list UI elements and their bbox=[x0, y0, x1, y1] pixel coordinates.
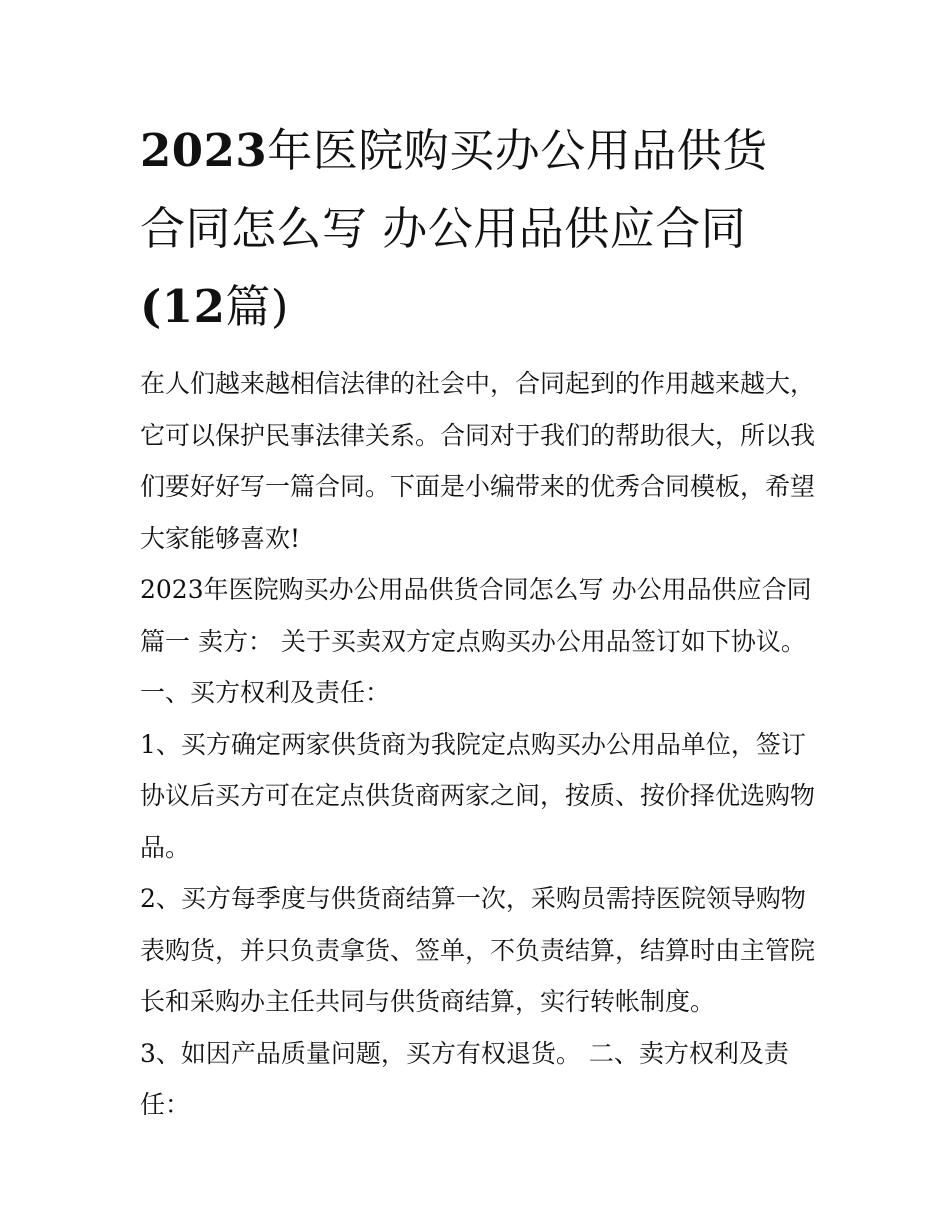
title-line-3-text: 篇) bbox=[225, 280, 289, 333]
clause-3: 3、如因产品质量问题，买方有权退货。 二、卖方权利及责任： bbox=[140, 1038, 789, 1119]
document-body bbox=[140, 358, 820, 1131]
document-title bbox=[140, 112, 820, 346]
section-buyer-heading: 一、买方权利及责任： bbox=[140, 678, 391, 707]
title-line-2: 合同怎么写 办公用品供应合同 bbox=[140, 202, 747, 255]
title-line-1-text: 年医院购买办公用品供货 bbox=[267, 124, 768, 177]
title-line-3 bbox=[140, 268, 820, 346]
document-page bbox=[140, 112, 820, 1131]
title-count: (12 bbox=[140, 280, 226, 333]
contract-heading-paragraph: 2023年医院购买办公用品供货合同怎么写 办公用品供应合同篇一 卖方： 关于买卖双方定点购买办公用品签订如下协议。 bbox=[140, 575, 812, 656]
intro-paragraph: 在人们越来越相信法律的社会中，合同起到的作用越来越大，它可以保护民事法律关系。合同对于我们的帮助很大，所以我们要好好写一篇合同。下面是小编带来的优秀合同模板，希望大家能够喜欢! bbox=[140, 369, 816, 553]
clause-1: 1、买方确定两家供货商为我院定点购买办公用品单位，签订协议后买方可在定点供货商两家之间，按质、按价择优选购物品。 bbox=[140, 729, 816, 862]
title-year: 2023 bbox=[140, 124, 268, 177]
clause-2: 2、买方每季度与供货商结算一次，采购员需持医院领导购物表购货，并只负责拿货、签单，不负责结算，结算时由主管院长和采购办主任共同与供货商结算，实行转帐制度。 bbox=[140, 884, 816, 1016]
title-line-1 bbox=[140, 112, 820, 190]
